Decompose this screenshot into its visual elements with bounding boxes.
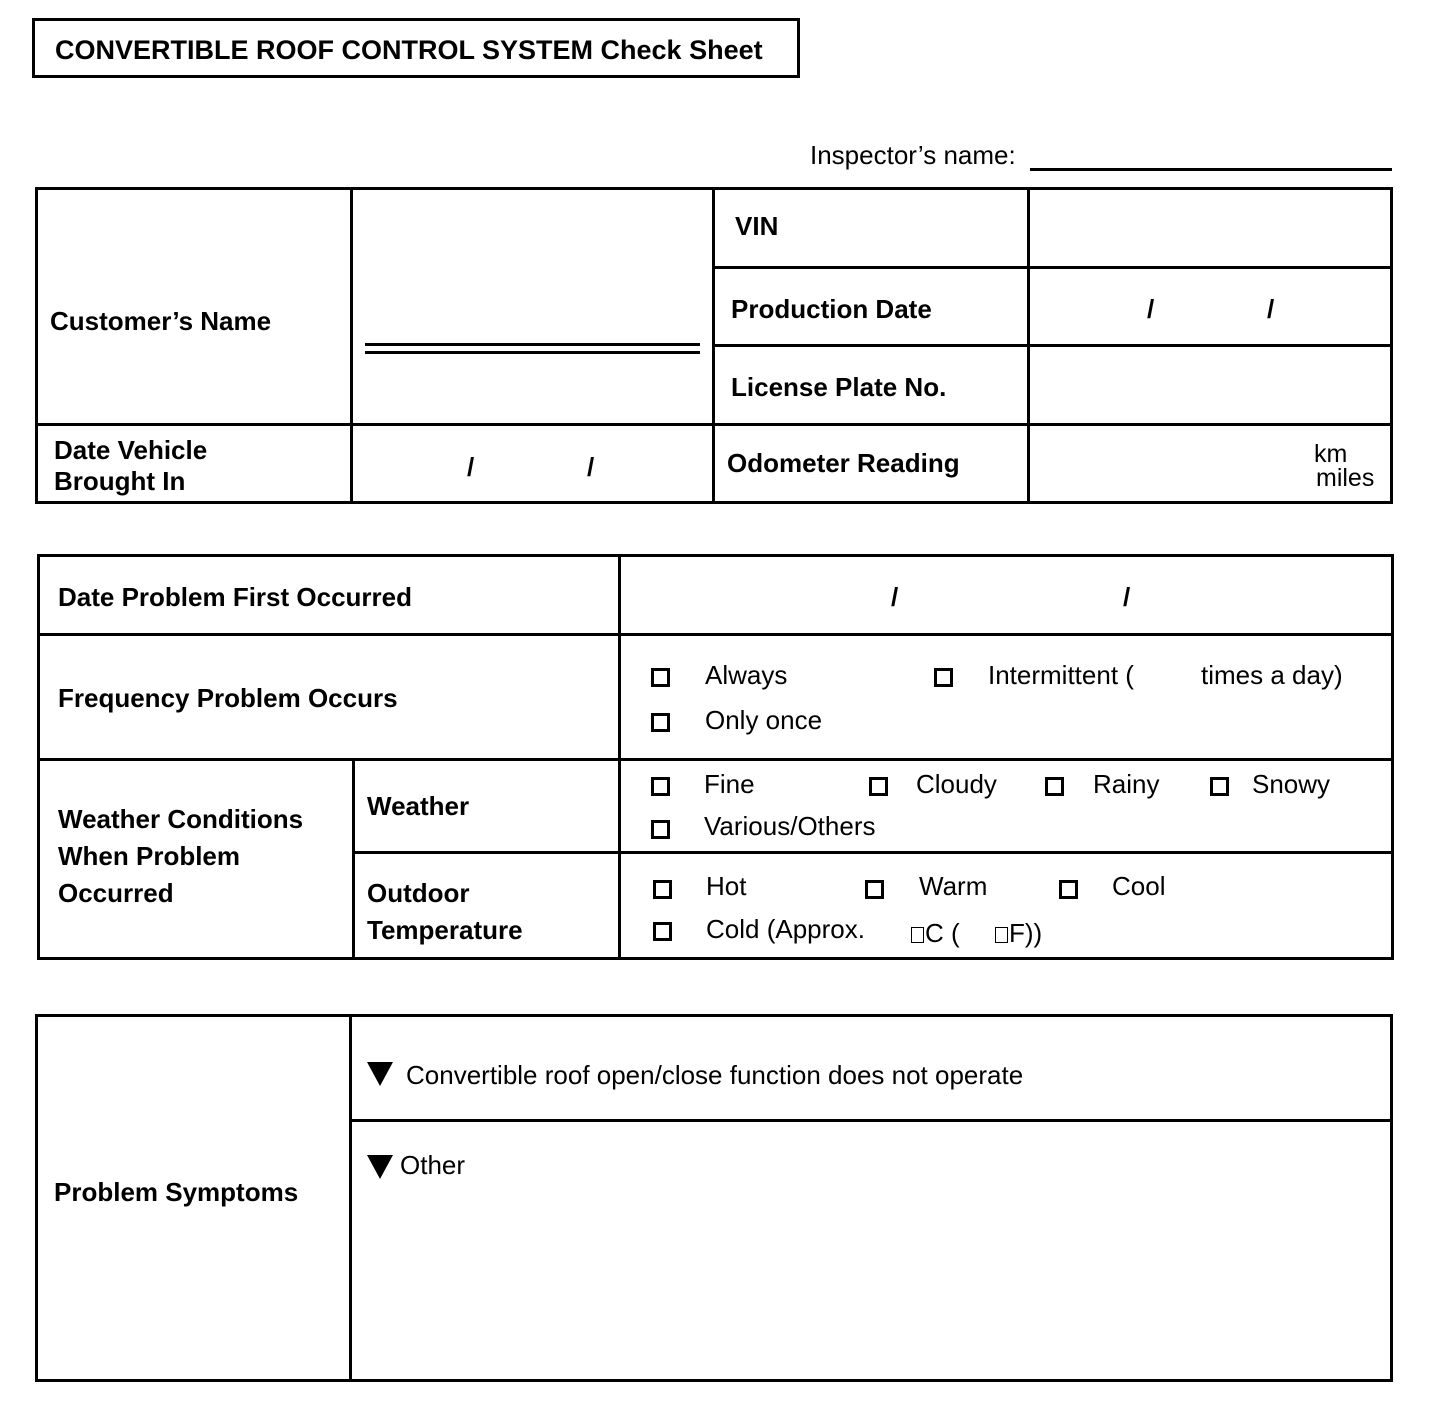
snowy-checkbox[interactable] [1210,777,1229,796]
cold-checkbox[interactable] [653,922,672,941]
production-date-label: Production Date [731,294,932,324]
license-plate-field[interactable] [1030,347,1390,423]
first-occurred-field[interactable] [621,557,1391,633]
cool-option: Cool [1112,871,1166,901]
fine-option: Fine [704,769,755,799]
symptom-other-item[interactable]: Other [400,1150,466,1180]
rainy-checkbox[interactable] [1045,777,1064,796]
weather-conditions-label-line2: When Problem [58,841,241,871]
fine-checkbox[interactable] [651,777,670,796]
date-slash: / [1147,294,1155,324]
km-unit: km [1314,440,1348,468]
vin-label: VIN [735,211,779,241]
celsius-field[interactable] [911,918,960,949]
symptom-roof-item[interactable]: Convertible roof open/close function does not operate [406,1060,1024,1090]
inspector-name-field[interactable] [1030,168,1392,171]
other-symptoms-field[interactable] [365,1190,1375,1370]
fahrenheit-field[interactable] [995,918,1042,949]
intermittent-checkbox[interactable] [934,668,953,687]
warm-option: Warm [919,871,988,901]
degree-box [911,927,924,943]
intermittent-option: Intermittent ( [988,660,1134,690]
problem-symptoms-label: Problem Symptoms [54,1177,299,1207]
cold-option: Cold (Approx. [706,914,865,944]
snowy-option: Snowy [1252,769,1331,799]
triangle-down-icon [367,1062,393,1086]
outdoor-temp-label-line2: Temperature [367,915,523,945]
cloudy-checkbox[interactable] [869,777,888,796]
first-occurred-label: Date Problem First Occurred [58,582,412,612]
rainy-option: Rainy [1093,769,1160,799]
weather-label: Weather [367,791,470,821]
weather-conditions-label-line1: Weather Conditions [58,804,304,834]
miles-unit: miles [1316,464,1375,492]
date-brought-in-label-line1: Date Vehicle [54,435,208,465]
warm-checkbox[interactable] [865,880,884,899]
customer-name-field[interactable] [365,343,700,355]
always-checkbox[interactable] [651,668,670,687]
frequency-label: Frequency Problem Occurs [58,683,398,713]
date-slash: / [1123,582,1131,612]
date-slash: / [467,452,475,482]
hot-option: Hot [706,871,747,901]
date-brought-in-label-line2: Brought In [54,466,186,496]
various-checkbox[interactable] [651,820,670,839]
inspector-label: Inspector’s name: [810,140,1016,170]
odometer-field[interactable] [1030,426,1390,501]
date-slash: / [1267,294,1275,324]
various-option: Various/Others [704,811,876,841]
date-slash: / [587,452,595,482]
date-brought-in-field[interactable] [353,426,712,501]
form-title-box [32,18,800,78]
hot-checkbox[interactable] [653,880,672,899]
license-plate-label: License Plate No. [731,372,947,402]
date-slash: / [891,582,899,612]
vin-field[interactable] [1030,190,1390,266]
outdoor-temp-label-line1: Outdoor [367,878,470,908]
celsius-unit: C ( [925,918,960,948]
customer-name-label: Customer’s Name [50,306,272,336]
times-a-day-text: times a day) [1201,660,1343,690]
weather-conditions-label-line3: Occurred [58,878,174,908]
times-per-day-field[interactable] [1150,660,1196,690]
production-date-field[interactable] [1030,269,1390,344]
fahrenheit-unit: F)) [1009,918,1043,948]
degree-box [995,927,1008,943]
only-once-option: Only once [705,705,823,735]
cool-checkbox[interactable] [1059,880,1078,899]
cloudy-option: Cloudy [916,769,997,799]
triangle-down-icon [367,1155,393,1179]
always-option: Always [705,660,788,690]
form-title: CONVERTIBLE ROOF CONTROL SYSTEM Check Sheet [55,35,763,65]
only-once-checkbox[interactable] [651,713,670,732]
odometer-label: Odometer Reading [727,448,960,478]
